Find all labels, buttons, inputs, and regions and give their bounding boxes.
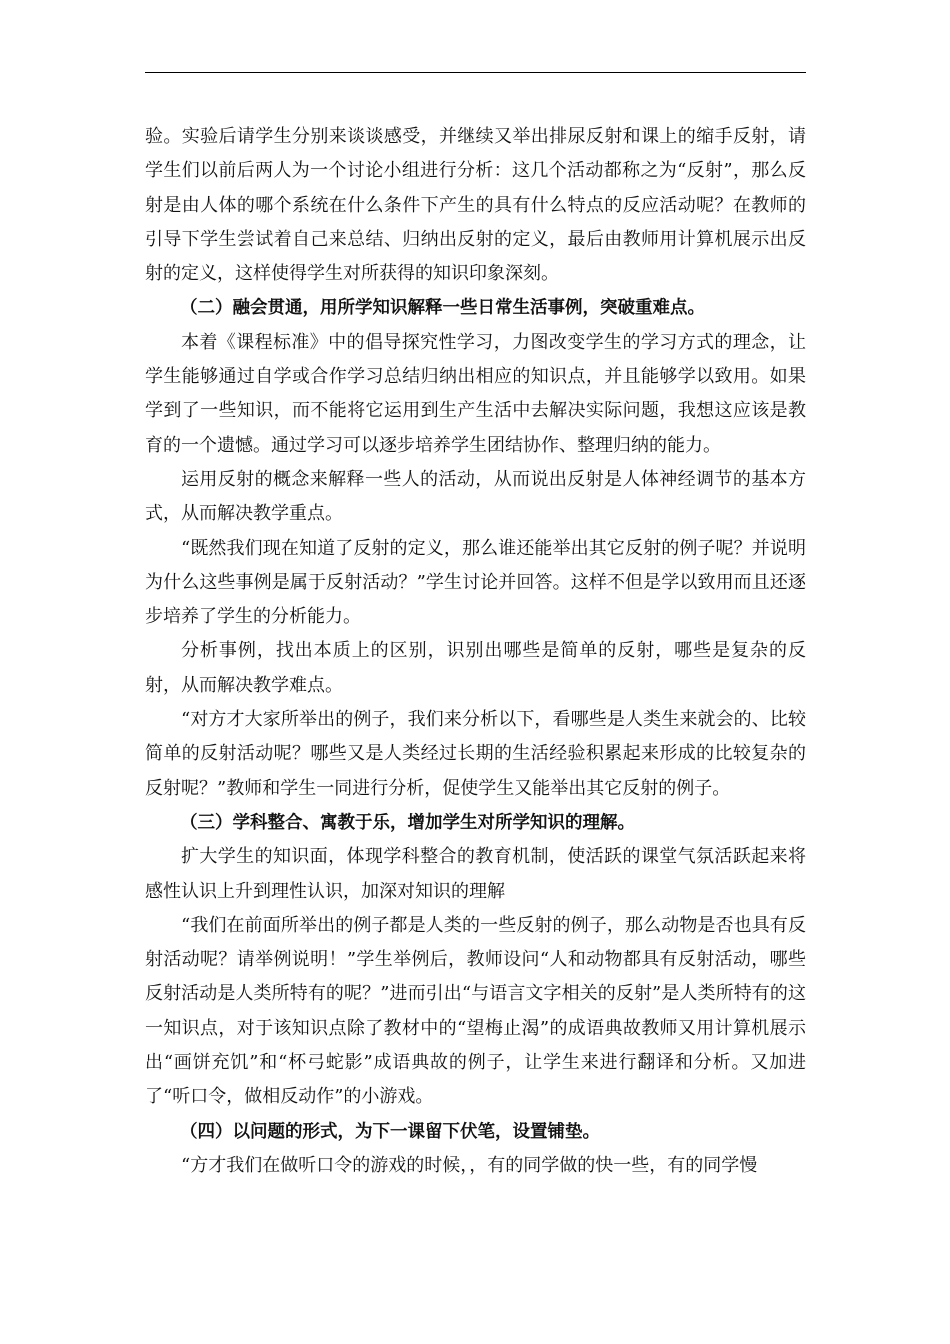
paragraph: “我们在前面所举出的例子都是人类的一些反射的例子，那么动物是否也具有反射活动呢？请举例说明！”学生举例后，教师设问“人和动物都具有反射活动，哪些反射活动是人类所特有的呢？”进而引出“与语言文字相关的反射”是人类所特有的这一知识点，对于该知识点除了教材中的“望梅止渴”的成语典故教师又用计算机展示出“画饼充饥”和“杯弓蛇影”成语典故的例子，让学生来进行翻译和分析。又加进了“听口令，做相反动作”的小游戏。 xyxy=(145,914,806,1108)
section-heading-4: （四）以问题的形式，为下一课留下伏笔，设置铺垫。 xyxy=(180,1121,600,1142)
paragraph: 分析事例，找出本质上的区别，识别出哪些是简单的反射，哪些是复杂的反射，从而解决教学难点。 xyxy=(145,640,806,696)
document-body xyxy=(145,120,806,1183)
paragraph: 本着《课程标准》中的倡导探究性学习，力图改变学生的学习方式的理念，让学生能够通过自学或合作学习总结归纳出相应的知识点，并且能够学以致用。如果学到了一些知识，而不能将它运用到生产生活中去解决实际问题，我想这应该是教育的一个遗憾。通过学习可以逐步培养学生团结协作、整理归纳的能力。 xyxy=(145,331,806,456)
header-rule xyxy=(145,72,806,73)
paragraph: 扩大学生的知识面，体现学科整合的教育机制，使活跃的课堂气氛活跃起来将感性认识上升到理性认识，加深对知识的理解 xyxy=(145,846,806,902)
paragraph: “方才我们在做听口令的游戏的时候，，有的同学做的快一些，有的同学慢 xyxy=(181,1154,758,1176)
paragraph: “既然我们现在知道了反射的定义，那么谁还能举出其它反射的例子呢？并说明为什么这些事例是属于反射活动？”学生讨论并回答。这样不但是学以致用而且还逐步培养了学生的分析能力。 xyxy=(145,537,806,628)
section-heading-3: （三）学科整合、寓教于乐，增加学生对所学知识的理解。 xyxy=(180,812,635,833)
section-heading-2: （二）融会贯通，用所学知识解释一些日常生活事例，突破重难点。 xyxy=(180,298,705,319)
paragraph: 运用反射的概念来解释一些人的活动，从而说出反射是人体神经调节的基本方式，从而解决教学重点。 xyxy=(145,468,806,525)
paragraph: “对方才大家所举出的例子，我们来分析以下，看哪些是人类生来就会的、比较简单的反射活动呢？哪些又是人类经过长期的生活经验积累起来形成的比较复杂的反射呢？”教师和学生一同进行分析，促使学生又能举出其它反射的例子。 xyxy=(145,709,806,799)
paragraph-continuation: 验。实验后请学生分别来谈谈感受，并继续又举出排尿反射和课上的缩手反射，请学生们以前后两人为一个讨论小组进行分析：这几个活动都称之为“反射”，那么反射是由人体的哪个系统在什么条件下产生的具有什么特点的反应活动呢？在教师的引导下学生尝试着自己来总结、归纳出反射的定义，最后由教师用计算机展示出反射的定义，这样使得学生对所获得的知识印象深刻。 xyxy=(145,126,806,285)
